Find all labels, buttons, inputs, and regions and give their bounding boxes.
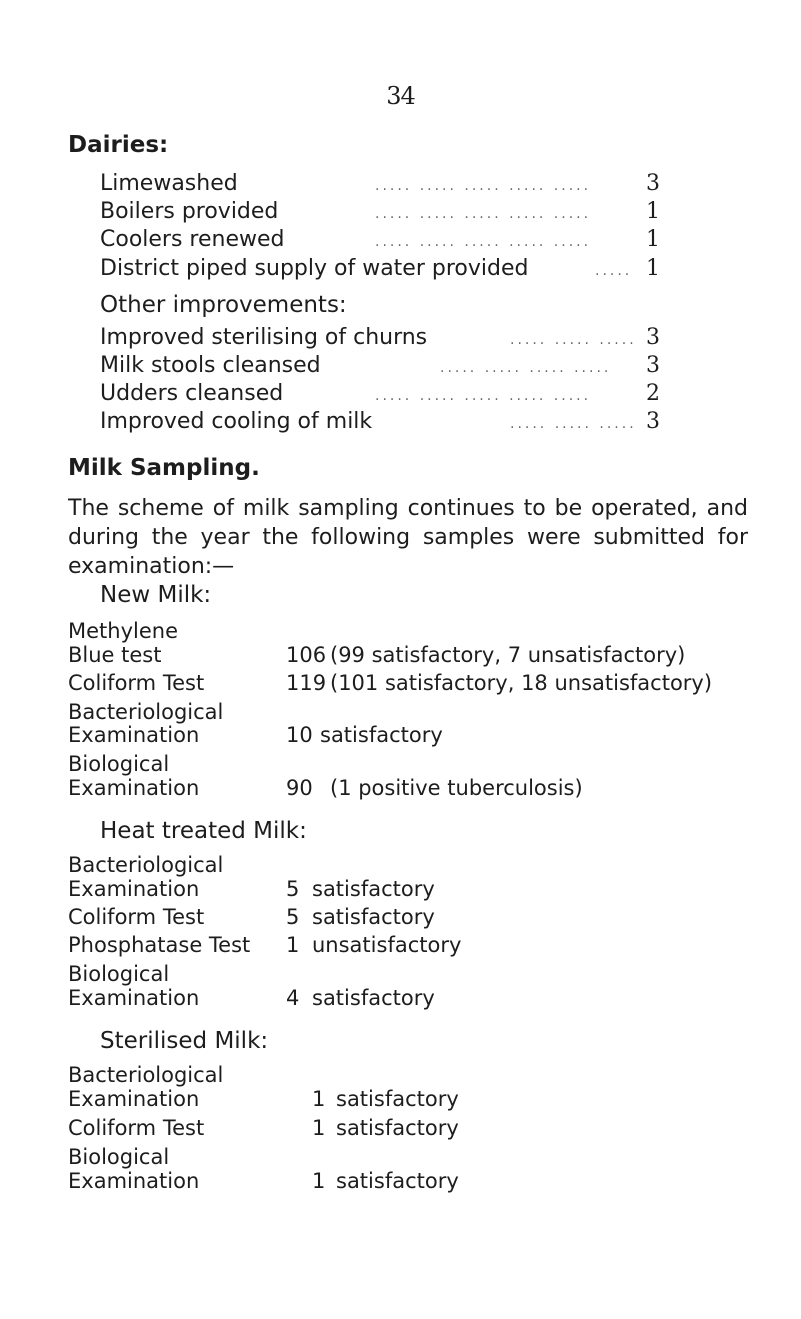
leader-dots: ..... bbox=[595, 263, 633, 279]
sample-result: satisfactory bbox=[336, 1169, 459, 1193]
test-label: Examination bbox=[68, 1169, 200, 1193]
sample-result: (1 positive tuberculosis) bbox=[330, 776, 583, 800]
dairies-item bbox=[100, 171, 660, 201]
item-label: Milk stools cleansed bbox=[100, 353, 321, 378]
sterilised-heading: Sterilised Milk: bbox=[100, 1028, 269, 1054]
sample-result: satisfactory bbox=[320, 723, 443, 747]
dairies-item bbox=[100, 227, 660, 257]
item-label: Limewashed bbox=[100, 171, 238, 196]
test-label: Bacteriological bbox=[68, 1063, 224, 1087]
sample-result: satisfactory bbox=[312, 905, 435, 929]
sample-count: 5 bbox=[286, 877, 300, 901]
test-label: Biological bbox=[68, 752, 170, 776]
item-label: Improved sterilising of churns bbox=[100, 325, 428, 350]
leader-dots: ..... ..... ..... bbox=[510, 416, 637, 432]
test-label: Biological bbox=[68, 962, 170, 986]
page-number: 34 bbox=[386, 82, 415, 110]
item-label: Udders cleansed bbox=[100, 381, 284, 406]
item-value: 3 bbox=[646, 409, 660, 434]
sample-result: satisfactory bbox=[336, 1087, 459, 1111]
leader-dots: ..... ..... ..... ..... ..... bbox=[375, 206, 592, 222]
test-label: Examination bbox=[68, 1087, 200, 1111]
sample-count: 90 bbox=[286, 776, 313, 800]
sample-count: 106 bbox=[286, 643, 327, 667]
milk-sampling-heading: Milk Sampling. bbox=[68, 455, 260, 481]
sample-count: 1 bbox=[312, 1116, 326, 1140]
item-value: 3 bbox=[646, 353, 660, 378]
item-value: 3 bbox=[646, 171, 660, 196]
sample-result: (101 satisfactory, 18 unsatisfactory) bbox=[330, 671, 713, 695]
sample-count: 5 bbox=[286, 905, 300, 929]
test-label: Bacteriological bbox=[68, 700, 224, 724]
sample-result: satisfactory bbox=[312, 986, 435, 1010]
sample-count: 1 bbox=[312, 1087, 326, 1111]
leader-dots: ..... ..... ..... ..... ..... bbox=[375, 234, 592, 250]
other-improvements-heading: Other improvements: bbox=[100, 292, 347, 318]
test-label: Coliform Test bbox=[68, 905, 205, 929]
other-item bbox=[100, 381, 660, 411]
sample-count: 119 bbox=[286, 671, 327, 695]
sample-count: 10 bbox=[286, 723, 313, 747]
test-label: Examination bbox=[68, 776, 200, 800]
test-label: Examination bbox=[68, 877, 200, 901]
item-label: District piped supply of water provided bbox=[100, 256, 529, 281]
sample-result: satisfactory bbox=[336, 1116, 459, 1140]
sample-count: 1 bbox=[286, 933, 300, 957]
sample-count: 4 bbox=[286, 986, 300, 1010]
test-label: Biological bbox=[68, 1145, 170, 1169]
test-label: Examination bbox=[68, 986, 200, 1010]
leader-dots: ..... ..... ..... bbox=[510, 332, 637, 348]
item-value: 1 bbox=[646, 256, 660, 281]
item-label: Boilers provided bbox=[100, 199, 279, 224]
new-milk-heading: New Milk: bbox=[100, 582, 212, 608]
test-label: Examination bbox=[68, 723, 200, 747]
item-value: 2 bbox=[646, 381, 660, 406]
other-item bbox=[100, 409, 660, 439]
test-label: Bacteriological bbox=[68, 853, 224, 877]
test-label: Coliform Test bbox=[68, 671, 205, 695]
leader-dots: ..... ..... ..... ..... ..... bbox=[375, 178, 592, 194]
milk-sampling-paragraph: The scheme of milk sampling continues to be operated, and during the year the following samples were submitted for examination:— bbox=[68, 496, 748, 579]
dairies-heading: Dairies: bbox=[68, 132, 169, 158]
sample-result: satisfactory bbox=[312, 877, 435, 901]
item-value: 3 bbox=[646, 325, 660, 350]
test-label: Blue test bbox=[68, 643, 162, 667]
sample-count: 1 bbox=[312, 1169, 326, 1193]
dairies-item bbox=[100, 256, 660, 286]
leader-dots: ..... ..... ..... ..... ..... bbox=[375, 388, 592, 404]
item-label: Coolers renewed bbox=[100, 227, 285, 252]
item-value: 1 bbox=[646, 199, 660, 224]
sample-result: (99 satisfactory, 7 unsatisfactory) bbox=[330, 643, 686, 667]
test-label: Methylene bbox=[68, 619, 178, 643]
sample-result: unsatisfactory bbox=[312, 933, 462, 957]
heat-treated-heading: Heat treated Milk: bbox=[100, 818, 307, 844]
item-value: 1 bbox=[646, 227, 660, 252]
leader-dots: ..... ..... ..... ..... bbox=[440, 360, 612, 376]
dairies-item bbox=[100, 199, 660, 229]
other-item bbox=[100, 325, 660, 355]
other-item bbox=[100, 353, 660, 383]
item-label: Improved cooling of milk bbox=[100, 409, 373, 434]
test-label: Coliform Test bbox=[68, 1116, 205, 1140]
test-label: Phosphatase Test bbox=[68, 933, 251, 957]
